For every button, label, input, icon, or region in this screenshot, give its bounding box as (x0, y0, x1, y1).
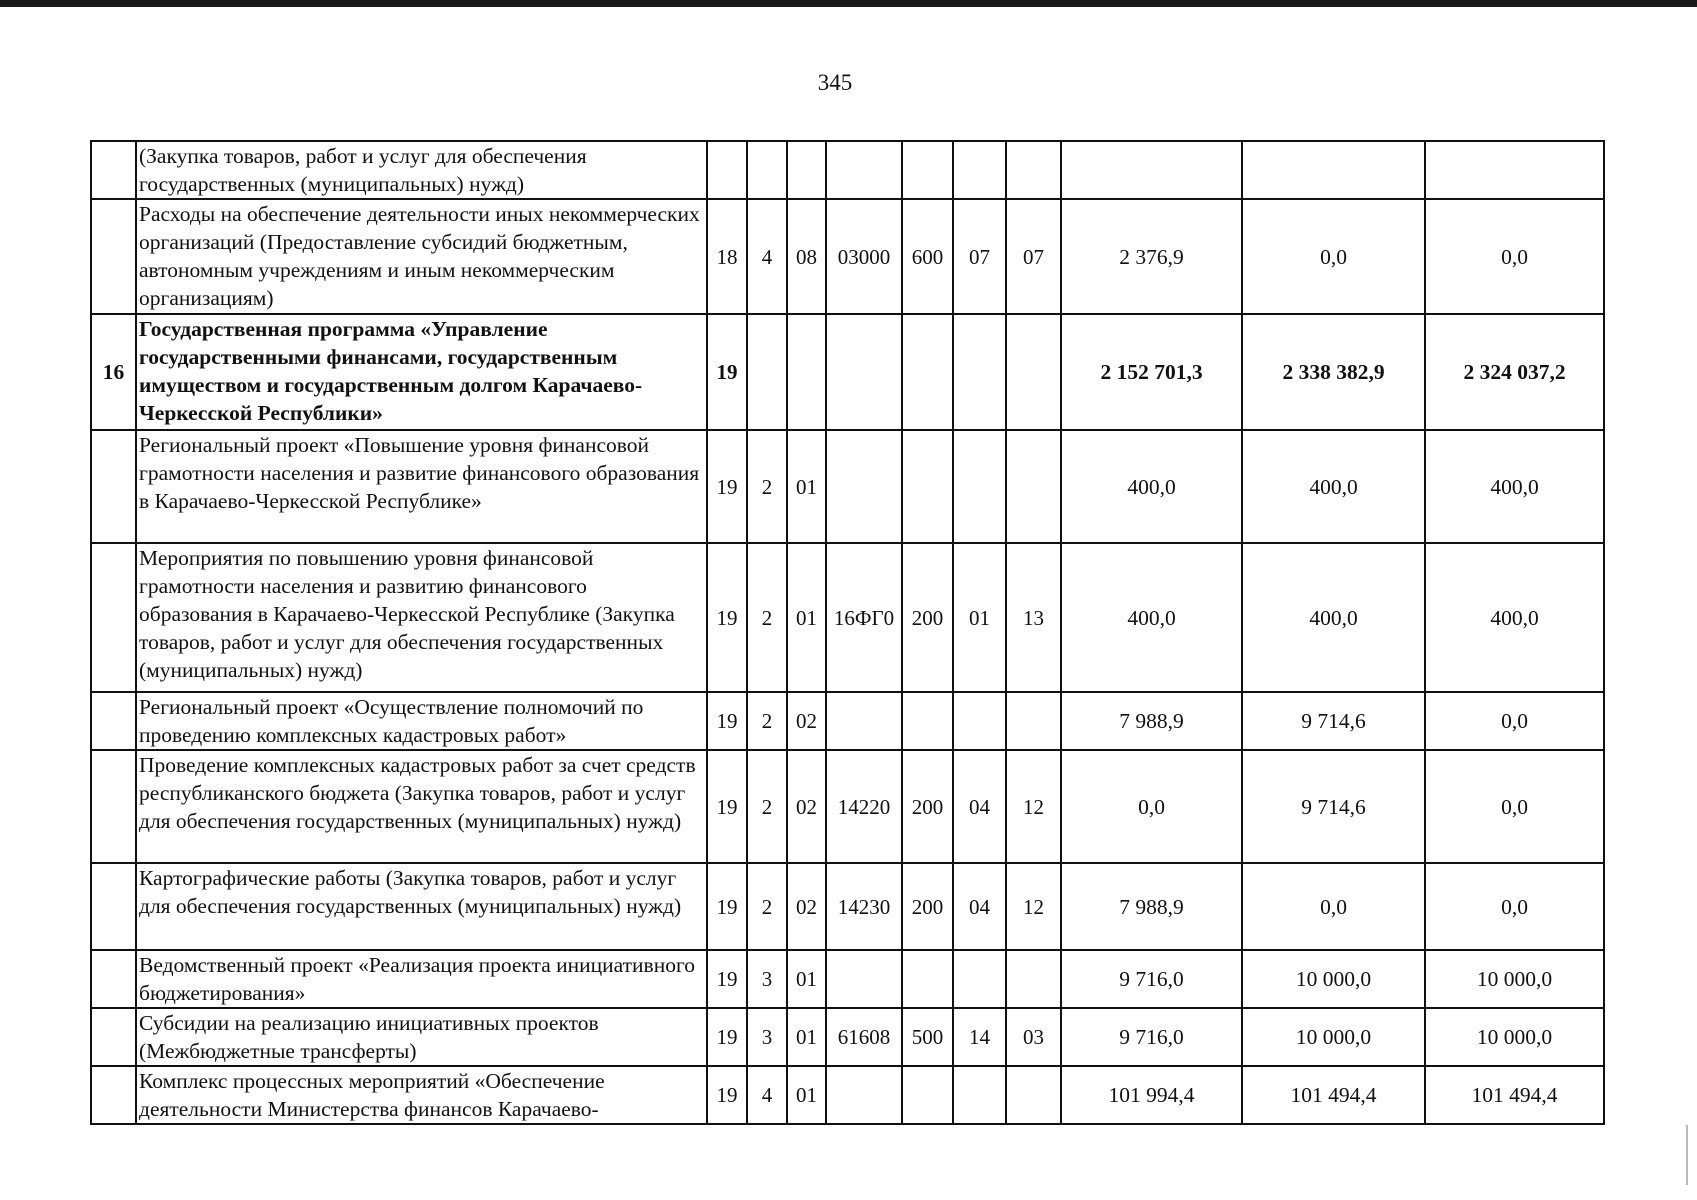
code-ministry-cell: 19 (707, 750, 747, 863)
budget-table-body (91, 141, 1604, 1124)
table-row (91, 1008, 1604, 1066)
code-subsection-cell: 12 (1006, 863, 1061, 950)
code-ministry-cell: 19 (707, 950, 747, 1008)
code-direction-cell (826, 141, 902, 199)
code-ministry-cell: 19 (707, 1066, 747, 1124)
amount-year-3-cell: 400,0 (1425, 543, 1604, 692)
code-ministry-cell: 18 (707, 199, 747, 314)
amount-year-3-cell: 0,0 (1425, 692, 1604, 750)
code-section-cell: 07 (953, 199, 1006, 314)
code-subprogram-cell: 02 (787, 692, 826, 750)
page-number: 345 (817, 70, 853, 95)
row-name-cell: Региональный проект «Повышение уровня финансовой грамотности населения и развитие финансового образования в Карачаево-Черкесской Республике» (136, 430, 707, 543)
code-expense-type-cell: 500 (902, 1008, 953, 1066)
code-type-cell: 2 (747, 543, 787, 692)
amount-year-2-cell: 400,0 (1242, 430, 1425, 543)
code-direction-cell: 61608 (826, 1008, 902, 1066)
code-direction-cell (826, 314, 902, 430)
code-type-cell: 2 (747, 692, 787, 750)
code-section-cell (953, 314, 1006, 430)
amount-year-2-cell (1242, 141, 1425, 199)
table-row (91, 199, 1604, 314)
row-name-cell: (Закупка товаров, работ и услуг для обеспечения государственных (муниципальных) нужд) (136, 141, 707, 199)
amount-year-1-cell: 2 152 701,3 (1061, 314, 1242, 430)
code-section-cell: 04 (953, 750, 1006, 863)
row-number-cell (91, 430, 136, 543)
code-type-cell: 3 (747, 1008, 787, 1066)
scan-top-border (0, 0, 1697, 7)
amount-year-3-cell: 101 494,4 (1425, 1066, 1604, 1124)
code-section-cell: 14 (953, 1008, 1006, 1066)
code-subsection-cell (1006, 430, 1061, 543)
code-type-cell (747, 314, 787, 430)
amount-year-1-cell: 400,0 (1061, 430, 1242, 543)
row-name-cell: Мероприятия по повышению уровня финансовой грамотности населения и развитию финансового образования в Карачаево-Черкесской Республике (Закупка товаров, работ и услуг для обеспечения государственных (муниципальных) нужд) (136, 543, 707, 692)
code-ministry-cell: 19 (707, 863, 747, 950)
row-number-cell (91, 1008, 136, 1066)
amount-year-3-cell: 10 000,0 (1425, 1008, 1604, 1066)
table-row-program (91, 314, 1604, 430)
amount-year-3-cell: 400,0 (1425, 430, 1604, 543)
code-type-cell: 3 (747, 950, 787, 1008)
code-ministry-cell: 19 (707, 430, 747, 543)
code-direction-cell: 14220 (826, 750, 902, 863)
code-expense-type-cell (902, 1066, 953, 1124)
row-number-cell (91, 543, 136, 692)
budget-table (90, 140, 1605, 1125)
amount-year-1-cell: 2 376,9 (1061, 199, 1242, 314)
row-number-cell (91, 863, 136, 950)
row-number-cell: 16 (91, 314, 136, 430)
code-subsection-cell: 03 (1006, 1008, 1061, 1066)
table-row (91, 543, 1604, 692)
code-direction-cell (826, 430, 902, 543)
code-type-cell: 2 (747, 430, 787, 543)
code-ministry-cell: 19 (707, 314, 747, 430)
row-name-cell: Проведение комплексных кадастровых работ за счет средств республиканского бюджета (Закупка товаров, работ и услуг для обеспечения государственных (муниципальных) нужд) (136, 750, 707, 863)
code-subsection-cell: 07 (1006, 199, 1061, 314)
table-row (91, 141, 1604, 199)
amount-year-3-cell: 2 324 037,2 (1425, 314, 1604, 430)
amount-year-2-cell: 101 494,4 (1242, 1066, 1425, 1124)
row-number-cell (91, 1066, 136, 1124)
code-type-cell (747, 141, 787, 199)
amount-year-1-cell: 9 716,0 (1061, 1008, 1242, 1066)
table-row (91, 750, 1604, 863)
code-expense-type-cell: 200 (902, 750, 953, 863)
code-expense-type-cell (902, 692, 953, 750)
code-subsection-cell (1006, 1066, 1061, 1124)
code-subsection-cell (1006, 141, 1061, 199)
amount-year-2-cell: 10 000,0 (1242, 950, 1425, 1008)
code-direction-cell: 16ФГ0 (826, 543, 902, 692)
code-subprogram-cell: 08 (787, 199, 826, 314)
row-name-cell: Картографические работы (Закупка товаров, работ и услуг для обеспечения государственных (муниципальных) нужд) (136, 863, 707, 950)
code-subprogram-cell: 01 (787, 543, 826, 692)
row-name-cell: Региональный проект «Осуществление полномочий по проведению комплексных кадастровых работ» (136, 692, 707, 750)
code-ministry-cell: 19 (707, 1008, 747, 1066)
code-expense-type-cell (902, 141, 953, 199)
code-subsection-cell (1006, 950, 1061, 1008)
code-expense-type-cell (902, 430, 953, 543)
code-subsection-cell: 12 (1006, 750, 1061, 863)
code-subprogram-cell: 02 (787, 750, 826, 863)
code-subprogram-cell: 02 (787, 863, 826, 950)
amount-year-3-cell: 0,0 (1425, 199, 1604, 314)
row-name-cell: Расходы на обеспечение деятельности иных некоммерческих организаций (Предоставление субсидий бюджетным, автономным учреждениям и иным некоммерческим организациям) (136, 199, 707, 314)
row-name-cell: Субсидии на реализацию инициативных проектов (Межбюджетные трансферты) (136, 1008, 707, 1066)
code-subprogram-cell: 01 (787, 430, 826, 543)
code-ministry-cell: 19 (707, 692, 747, 750)
code-section-cell (953, 1066, 1006, 1124)
amount-year-3-cell: 10 000,0 (1425, 950, 1604, 1008)
code-expense-type-cell: 200 (902, 863, 953, 950)
row-number-cell (91, 950, 136, 1008)
amount-year-2-cell: 0,0 (1242, 199, 1425, 314)
row-name-cell: Комплекс процессных мероприятий «Обеспечение деятельности Министерства финансов Карачаево- (136, 1066, 707, 1124)
amount-year-2-cell: 9 714,6 (1242, 750, 1425, 863)
code-expense-type-cell: 200 (902, 543, 953, 692)
amount-year-3-cell: 0,0 (1425, 750, 1604, 863)
code-subsection-cell (1006, 314, 1061, 430)
code-direction-cell: 03000 (826, 199, 902, 314)
amount-year-1-cell: 101 994,4 (1061, 1066, 1242, 1124)
code-direction-cell: 14230 (826, 863, 902, 950)
code-expense-type-cell: 600 (902, 199, 953, 314)
code-subprogram-cell: 01 (787, 950, 826, 1008)
code-type-cell: 2 (747, 750, 787, 863)
table-row (91, 692, 1604, 750)
table-row (91, 950, 1604, 1008)
code-direction-cell (826, 950, 902, 1008)
code-ministry-cell (707, 141, 747, 199)
code-type-cell: 4 (747, 199, 787, 314)
code-subsection-cell: 13 (1006, 543, 1061, 692)
amount-year-1-cell: 7 988,9 (1061, 692, 1242, 750)
row-number-cell (91, 199, 136, 314)
amount-year-1-cell (1061, 141, 1242, 199)
code-subprogram-cell: 01 (787, 1066, 826, 1124)
row-number-cell (91, 750, 136, 863)
code-direction-cell (826, 692, 902, 750)
code-section-cell: 01 (953, 543, 1006, 692)
amount-year-3-cell: 0,0 (1425, 863, 1604, 950)
row-name-cell: Государственная программа «Управление государственными финансами, государственным имуществом и государственным долгом Карачаево-Черкесской Республики» (136, 314, 707, 430)
code-direction-cell (826, 1066, 902, 1124)
amount-year-1-cell: 0,0 (1061, 750, 1242, 863)
code-section-cell (953, 950, 1006, 1008)
row-number-cell (91, 692, 136, 750)
code-subprogram-cell (787, 314, 826, 430)
code-ministry-cell: 19 (707, 543, 747, 692)
code-section-cell (953, 141, 1006, 199)
amount-year-3-cell (1425, 141, 1604, 199)
code-expense-type-cell (902, 314, 953, 430)
amount-year-1-cell: 9 716,0 (1061, 950, 1242, 1008)
amount-year-2-cell: 10 000,0 (1242, 1008, 1425, 1066)
row-name-cell: Ведомственный проект «Реализация проекта инициативного бюджетирования» (136, 950, 707, 1008)
code-section-cell (953, 692, 1006, 750)
code-subprogram-cell: 01 (787, 1008, 826, 1066)
code-type-cell: 2 (747, 863, 787, 950)
table-row (91, 430, 1604, 543)
code-section-cell (953, 430, 1006, 543)
code-expense-type-cell (902, 950, 953, 1008)
code-subprogram-cell (787, 141, 826, 199)
row-number-cell (91, 141, 136, 199)
table-row (91, 863, 1604, 950)
scan-artifact-line (1686, 1125, 1688, 1185)
amount-year-2-cell: 9 714,6 (1242, 692, 1425, 750)
amount-year-2-cell: 400,0 (1242, 543, 1425, 692)
amount-year-2-cell: 2 338 382,9 (1242, 314, 1425, 430)
code-section-cell: 04 (953, 863, 1006, 950)
amount-year-1-cell: 7 988,9 (1061, 863, 1242, 950)
amount-year-2-cell: 0,0 (1242, 863, 1425, 950)
code-subsection-cell (1006, 692, 1061, 750)
table-row (91, 1066, 1604, 1124)
amount-year-1-cell: 400,0 (1061, 543, 1242, 692)
code-type-cell: 4 (747, 1066, 787, 1124)
